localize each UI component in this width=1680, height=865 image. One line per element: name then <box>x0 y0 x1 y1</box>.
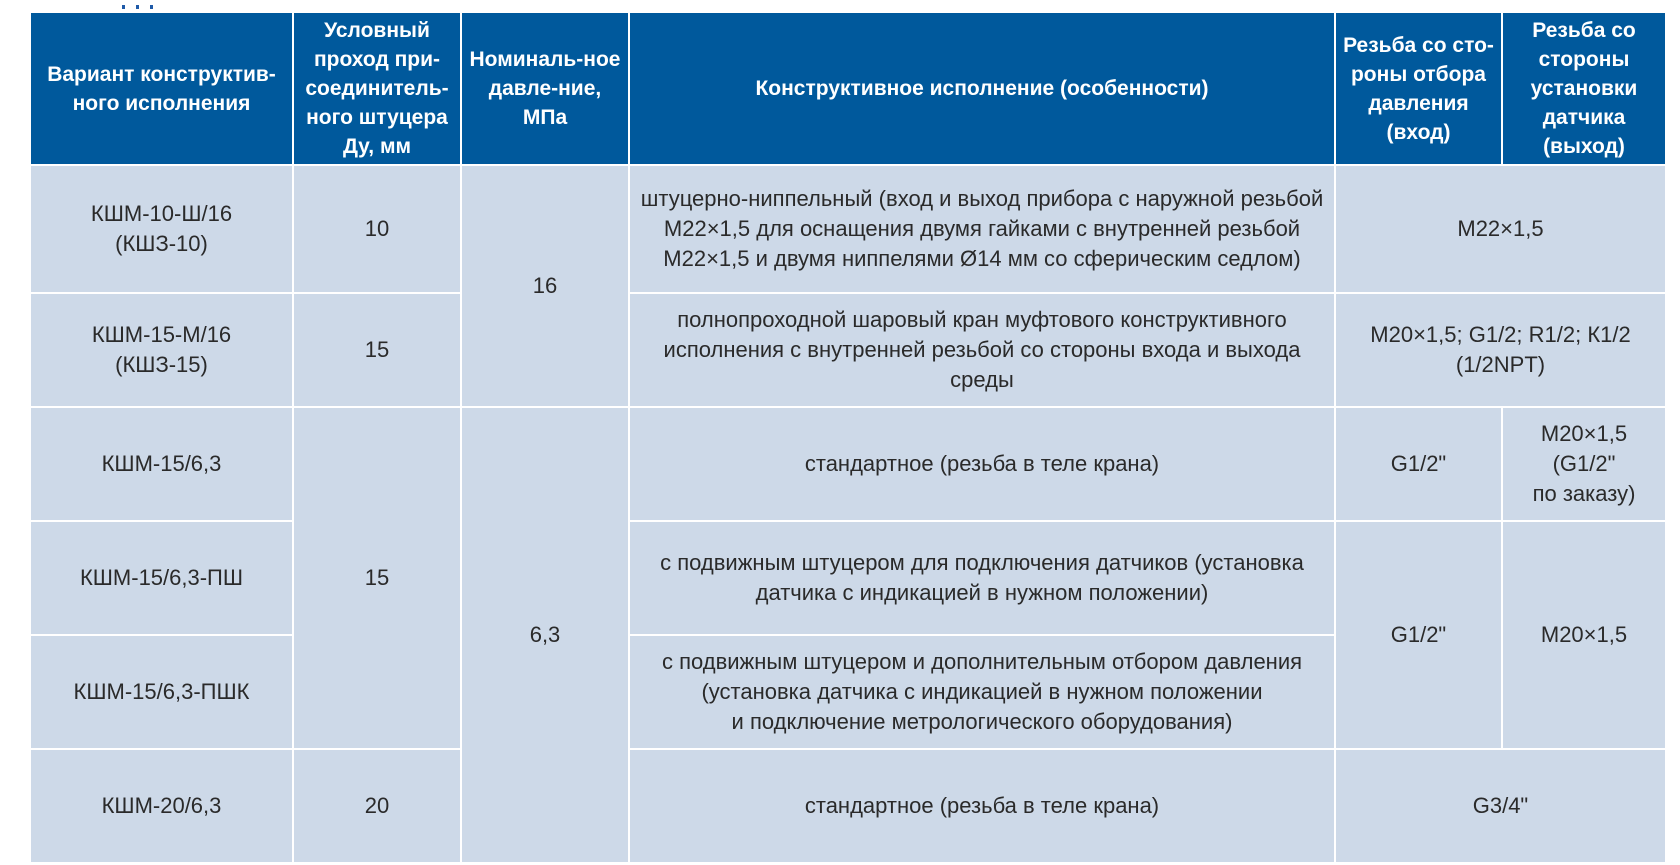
cell-variant: КШМ-15/6,3 <box>30 407 293 521</box>
table-row <box>30 749 1666 863</box>
cell-design: стандартное (резьба в теле крана) <box>629 407 1335 521</box>
cell-design: с подвижным штуцером для подключения датчиков (установка датчика с индикацией в нужном положении) <box>629 521 1335 635</box>
cell-passage: 15 <box>293 407 461 749</box>
cell-thread-out: М20×1,5 <box>1502 521 1666 749</box>
header-pressure: Номиналь-ное давле-ние, МПа <box>461 12 629 165</box>
header-thread-in: Резьба со сто-роны отбора давления (вход) <box>1335 12 1502 165</box>
cell-thread: М20×1,5; G1/2; R1/2; К1/2 (1/2NPT) <box>1335 293 1666 407</box>
cell-design: стандартное (резьба в теле крана) <box>629 749 1335 863</box>
decor-mark <box>150 5 153 9</box>
header-thread-out: Резьба со стороны установки датчика (выход) <box>1502 12 1666 165</box>
decor-mark <box>122 5 125 9</box>
cell-variant: КШМ-20/6,3 <box>30 749 293 863</box>
cell-thread: М22×1,5 <box>1335 165 1666 293</box>
cell-thread: G3/4" <box>1335 749 1666 863</box>
cell-variant: КШМ-15/6,3-ПШК <box>30 635 293 749</box>
header-design: Конструктивное исполнение (особенности) <box>629 12 1335 165</box>
table-row <box>30 407 1666 521</box>
header-passage: Условный проход при-соединитель-ного штуцера Ду, мм <box>293 12 461 165</box>
cell-passage: 20 <box>293 749 461 863</box>
cell-variant: КШМ-15-М/16 (КШЗ-15) <box>30 293 293 407</box>
cell-pressure: 6,3 <box>461 407 629 863</box>
cell-design: штуцерно-ниппельный (вход и выход прибора с наружной резьбой М22×1,5 для оснащения двумя гайками с внутренней резьбой М22×1,5 и двумя ниппелями Ø14 мм со сферическим седлом) <box>629 165 1335 293</box>
cell-design: с подвижным штуцером и дополнительным отбором давления (установка датчика с индикацией в нужном положении и подключение метрологического оборудования) <box>629 635 1335 749</box>
cell-thread-in: G1/2" <box>1335 521 1502 749</box>
cell-passage: 10 <box>293 165 461 293</box>
top-decoration <box>122 5 154 9</box>
cell-variant: КШМ-15/6,3-ПШ <box>30 521 293 635</box>
table-row <box>30 293 1666 407</box>
decor-mark <box>136 5 139 9</box>
header-variant: Вариант конструктив-ного исполнения <box>30 12 293 165</box>
ball-valve-spec-table <box>29 11 1667 864</box>
cell-thread-out: М20×1,5 (G1/2" по заказу) <box>1502 407 1666 521</box>
cell-variant: КШМ-10-Ш/16 (КШЗ-10) <box>30 165 293 293</box>
cell-passage: 15 <box>293 293 461 407</box>
table-header-row <box>30 12 1666 165</box>
cell-thread-in: G1/2" <box>1335 407 1502 521</box>
cell-design: полнопроходной шаровый кран муфтового конструктивного исполнения с внутренней резьбой со стороны входа и выхода среды <box>629 293 1335 407</box>
cell-pressure: 16 <box>461 165 629 407</box>
table-row <box>30 165 1666 293</box>
table-row <box>30 521 1666 635</box>
